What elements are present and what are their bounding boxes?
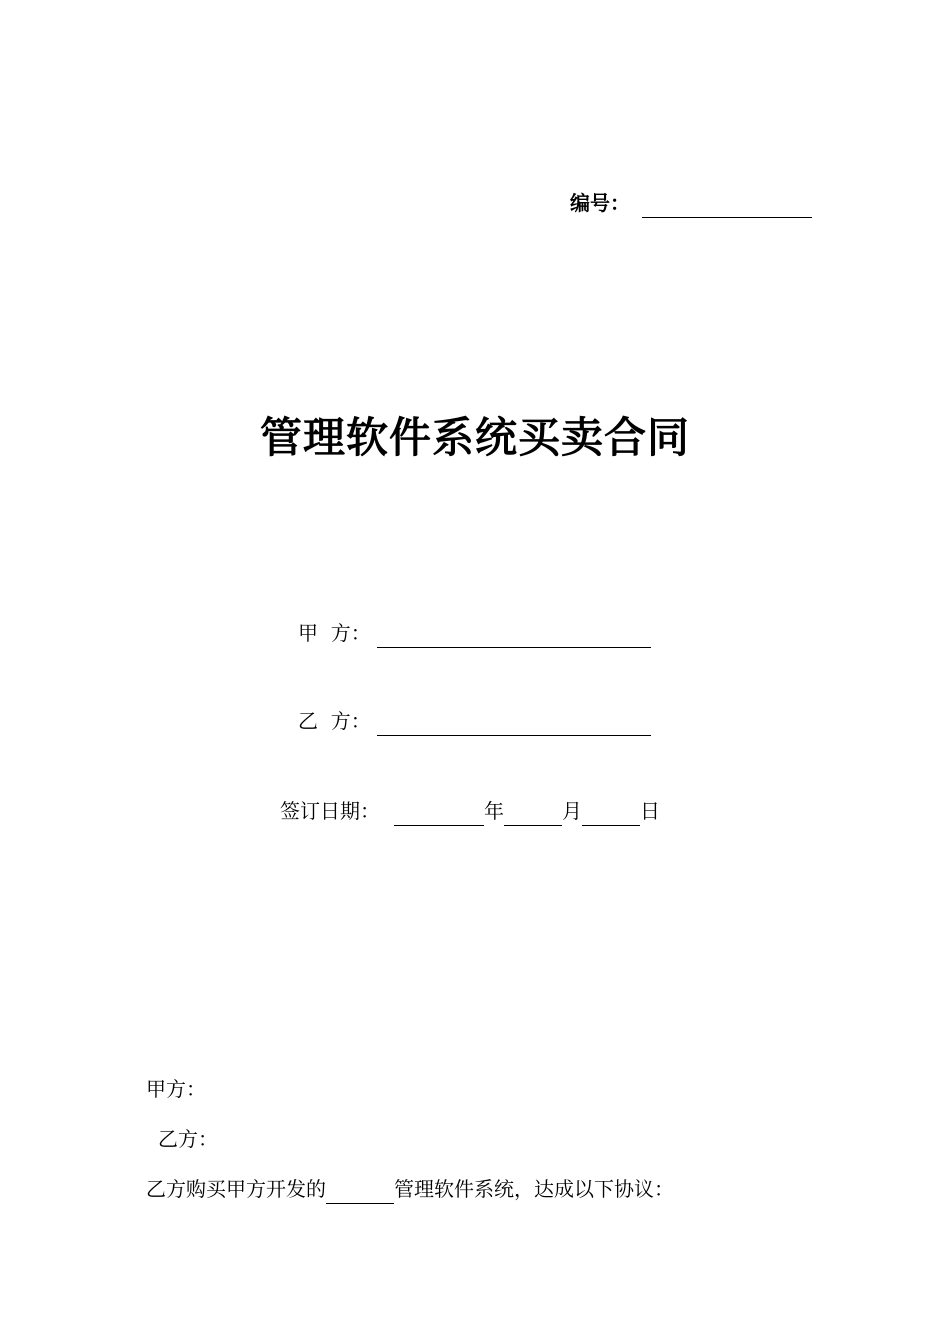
cover-party-b-label: 乙 方：	[298, 709, 371, 733]
sign-date-row	[280, 796, 660, 826]
cover-party-a-blank	[377, 621, 651, 648]
contract-number-row	[570, 188, 812, 218]
sign-year-blank	[394, 799, 484, 826]
sign-day-blank	[582, 799, 640, 826]
sign-month-blank	[504, 799, 562, 826]
day-label: 日	[640, 799, 660, 823]
body-party-b: 乙方：	[158, 1127, 218, 1151]
contract-number-blank	[642, 191, 812, 218]
contract-number-label: 编号：	[570, 191, 630, 215]
cover-party-a-row	[298, 618, 651, 648]
body-party-a: 甲方：	[146, 1077, 206, 1101]
software-name-blank	[326, 1179, 394, 1204]
cover-party-b-row	[298, 706, 651, 736]
body-intro-paragraph	[146, 1174, 674, 1204]
year-label: 年	[484, 799, 504, 823]
body-intro-after: 管理软件系统，达成以下协议：	[394, 1177, 674, 1201]
body-intro-before: 乙方购买甲方开发的	[146, 1177, 326, 1201]
cover-party-b-blank	[377, 709, 651, 736]
sign-date-label: 签订日期：	[280, 799, 380, 823]
cover-party-a-label: 甲 方：	[298, 621, 371, 645]
month-label: 月	[562, 799, 582, 823]
document-title: 管理软件系统买卖合同	[259, 413, 690, 462]
